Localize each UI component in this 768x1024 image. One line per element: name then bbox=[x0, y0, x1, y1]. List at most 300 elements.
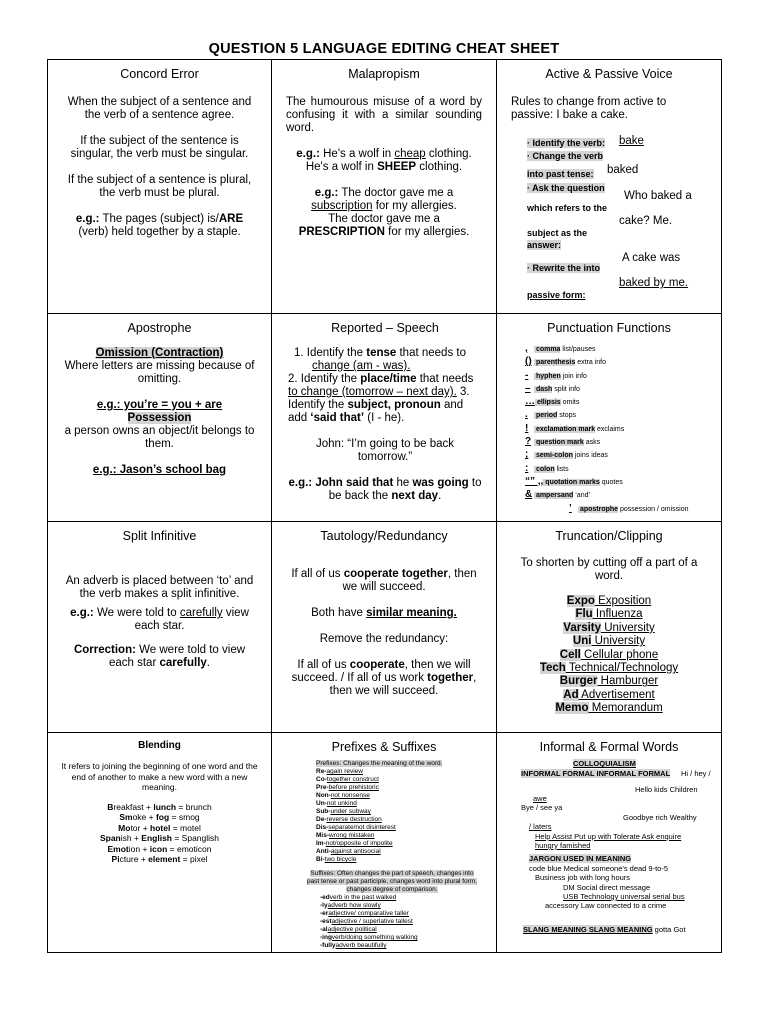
punctuation-desc: joins ideas bbox=[572, 452, 608, 460]
prefix-item-affix: Re- bbox=[316, 768, 327, 775]
punctuation-item bbox=[525, 476, 711, 489]
punctuation-desc: extra info bbox=[575, 359, 606, 367]
page-title: QUESTION 5 LANGUAGE EDITING CHEAT SHEET bbox=[208, 41, 560, 57]
informal-row-3a: awe bbox=[533, 794, 547, 803]
clipping-item bbox=[511, 595, 707, 608]
suffix-item-affix: -est bbox=[320, 918, 332, 925]
concord-singular-rule: If the subject of the sentence is singular, the verb must be singular. bbox=[70, 135, 249, 160]
example-text: The doctor gave me a bbox=[338, 187, 454, 199]
explanation-text: Both have bbox=[311, 607, 367, 619]
punctuation-list bbox=[507, 343, 711, 516]
split-heading: Split Infinitive bbox=[122, 529, 197, 543]
blending-list bbox=[58, 802, 261, 865]
blend-text: ion + bbox=[128, 843, 150, 854]
clipped-word: Tech bbox=[539, 662, 566, 675]
prefix-intro bbox=[316, 760, 486, 768]
clipped-word: Burger bbox=[559, 675, 598, 688]
example-text: We were told to bbox=[93, 607, 180, 619]
voice-step-3d: answer: bbox=[527, 240, 562, 250]
blend-result: = Spanglish bbox=[172, 833, 220, 843]
punctuation-desc: omits bbox=[560, 399, 580, 407]
example-text: If all of us bbox=[291, 568, 344, 580]
apostrophe-cell bbox=[48, 314, 271, 521]
punctuation-name: colon bbox=[534, 465, 555, 473]
punctuation-symbol: & bbox=[525, 489, 533, 501]
clipped-word: Cell bbox=[559, 648, 581, 661]
blend-part-a: Emot bbox=[107, 843, 129, 854]
blend-part-a: Pi bbox=[111, 854, 120, 864]
example-correct-word: PRESCRIPTION bbox=[298, 226, 385, 238]
punctuation-name: period bbox=[534, 412, 558, 420]
clipping-item bbox=[511, 675, 707, 688]
punctuation-desc: possession / omission bbox=[618, 505, 689, 513]
clipped-word: Uni bbox=[572, 635, 592, 648]
full-word: Cellular phone bbox=[580, 648, 659, 661]
full-word: Technical/Technology bbox=[565, 662, 679, 675]
punctuation-desc: lists bbox=[554, 465, 569, 473]
example-label: e.g.: bbox=[314, 187, 339, 199]
malapropism-heading: Malapropism bbox=[348, 67, 420, 81]
voice-answer-2: baked bbox=[607, 164, 639, 176]
prefix-item bbox=[316, 776, 486, 784]
truncation-definition: To shorten by cutting off a part of a word. bbox=[520, 557, 698, 582]
step-text: 1. Identify the bbox=[294, 347, 367, 359]
blend-text: tor + bbox=[130, 822, 151, 833]
malapropism-example-1 bbox=[286, 148, 482, 174]
punctuation-symbol: ; bbox=[525, 449, 529, 461]
blend-text: ish + bbox=[120, 833, 142, 843]
step-example: to change (tomorrow – next day). bbox=[288, 386, 457, 398]
tautology-explanation bbox=[286, 607, 482, 620]
prefix-item bbox=[316, 824, 486, 832]
punctuation-name: dash bbox=[534, 385, 553, 393]
voice-answer-3: Who baked a bbox=[624, 190, 692, 202]
split-definition: An adverb is placed between ‘to’ and the verb makes a split infinitive. bbox=[65, 575, 254, 600]
correction-text: , then we will succeed. bbox=[329, 672, 477, 697]
possession-definition: a person owns an object/it belongs to them. bbox=[64, 425, 255, 450]
blend-result: = pixel bbox=[180, 854, 208, 864]
prefix-item bbox=[316, 792, 486, 800]
informal-row-5: / laters bbox=[529, 822, 552, 831]
step-text: that needs to bbox=[396, 347, 466, 359]
full-word: Hamburger bbox=[597, 675, 659, 688]
blend-part-b: hotel bbox=[150, 822, 171, 833]
jargon-row-3: DM Social direct message bbox=[563, 883, 651, 892]
correction-label: Correction: bbox=[73, 644, 136, 656]
punctuation-item bbox=[525, 370, 711, 383]
blend-item bbox=[58, 812, 261, 823]
clipping-item bbox=[511, 689, 707, 702]
prefix-item bbox=[316, 768, 486, 776]
punctuation-name: ampersand bbox=[534, 492, 574, 500]
punctuation-name: exclamation mark bbox=[534, 425, 596, 433]
informal-header: INFORMAL FORMAL INFORMAL FORMAL bbox=[521, 769, 671, 778]
punctuation-desc: ‘and’ bbox=[573, 492, 591, 500]
prefix-item-affix: De- bbox=[316, 816, 327, 823]
prefix-list bbox=[316, 768, 486, 864]
voice-answer-3b: cake? Me. bbox=[619, 215, 673, 227]
tautology-cell bbox=[272, 522, 496, 732]
example-text: . bbox=[438, 490, 442, 502]
voice-steps bbox=[509, 132, 709, 302]
punctuation-symbol: : bbox=[525, 462, 529, 474]
clipping-item bbox=[511, 622, 707, 635]
informal-heading: Informal & Formal Words bbox=[539, 740, 679, 754]
possession-example: e.g.: Jason’s school bag bbox=[92, 464, 227, 476]
omission-example: e.g.: you’re = you + are bbox=[96, 399, 223, 411]
colloquialism-label: COLLOQUIALISM bbox=[573, 759, 636, 768]
prefix-item-meaning: against antisocial bbox=[330, 848, 381, 855]
example-label: e.g.: bbox=[296, 148, 320, 160]
punctuation-symbol: () bbox=[525, 356, 532, 368]
omission-label: Omission (Contraction) bbox=[95, 347, 224, 359]
suffix-item-affix: -ing bbox=[320, 934, 332, 941]
example-text: view each star. bbox=[134, 607, 249, 632]
voice-step-3b: which refers to the bbox=[527, 203, 608, 213]
clipping-item bbox=[511, 608, 707, 621]
example-text: clothing. bbox=[416, 161, 463, 173]
suffix-item-meaning: adverb how slowly bbox=[327, 902, 381, 909]
blend-part-b: English bbox=[141, 833, 172, 843]
suffix-item-affix: -ed bbox=[320, 894, 330, 901]
concord-error-cell bbox=[48, 60, 271, 313]
explanation-keyword: similar meaning. bbox=[366, 607, 457, 619]
punctuation-item bbox=[525, 436, 711, 449]
prefix-item-affix: Co- bbox=[316, 776, 327, 783]
clipping-item bbox=[511, 662, 707, 675]
suffix-intro-text: Suffixes: Often changes the part of speech, changes into past tense or past participle, changes word into plural form, changes degree of comparison. bbox=[306, 870, 478, 893]
step-keyword: ‘said that’ bbox=[310, 412, 365, 424]
voice-step-4b: passive form: bbox=[527, 290, 586, 300]
example-text-bold: e.g.: John said that bbox=[288, 477, 394, 489]
punctuation-symbol: … bbox=[525, 396, 535, 408]
example-text: (verb) held together by a staple. bbox=[78, 226, 241, 238]
step-example: change (am - was). bbox=[312, 360, 411, 372]
blend-result: = brunch bbox=[176, 801, 212, 812]
blend-result: = smog bbox=[169, 812, 200, 822]
blend-item bbox=[58, 844, 261, 855]
apostrophe-possession bbox=[62, 412, 257, 425]
prefix-item-meaning: again review bbox=[326, 768, 363, 775]
prefix-item bbox=[316, 848, 486, 856]
example-label: e.g.: bbox=[70, 607, 94, 619]
informal-row-4: Goodbye rich Wealthy bbox=[623, 813, 697, 822]
example-adverb: carefully bbox=[179, 607, 223, 619]
active-passive-voice-cell bbox=[497, 60, 721, 313]
voice-step-2b: into past tense: bbox=[527, 169, 594, 179]
punctuation-item bbox=[525, 503, 711, 516]
concord-example bbox=[62, 213, 257, 239]
informal-row-2: Hello kids Children bbox=[635, 785, 698, 794]
slang-label: SLANG MEANING SLANG MEANING bbox=[523, 925, 653, 934]
prefix-item-meaning: under subway bbox=[330, 808, 371, 815]
example-text: for my allergies. bbox=[384, 226, 470, 238]
punctuation-symbol: – bbox=[525, 382, 531, 394]
blend-result: = emoticon bbox=[167, 843, 212, 854]
prefix-item-meaning: not/opposite of impolite bbox=[325, 840, 393, 847]
prefix-item bbox=[316, 800, 486, 808]
clipping-item bbox=[511, 635, 707, 648]
punctuation-name: semi-colon bbox=[534, 452, 573, 460]
punctuation-desc: list/pauses bbox=[560, 346, 596, 353]
concord-plural-rule: If the subject of a sentence is plural, the verb must be plural. bbox=[67, 174, 252, 199]
prefix-item bbox=[316, 856, 486, 864]
prefix-item-affix: Non- bbox=[316, 792, 331, 799]
punctuation-name: question mark bbox=[534, 439, 584, 447]
apostrophe-heading: Apostrophe bbox=[127, 321, 192, 335]
informal-content bbox=[503, 754, 715, 944]
suffix-item-affix: -ly bbox=[320, 902, 328, 909]
concord-definition: When the subject of a sentence and the verb of a sentence agree. bbox=[67, 96, 252, 121]
suffix-list bbox=[306, 894, 478, 950]
malapropism-example-2 bbox=[286, 187, 482, 239]
suffix-item-meaning: verb/doing something walking bbox=[331, 934, 418, 941]
truncation-cell bbox=[497, 522, 721, 732]
step-text: (I - he). bbox=[364, 412, 405, 424]
tautology-remove: Remove the redundancy: bbox=[319, 633, 449, 645]
example-text-bold: next day bbox=[391, 490, 439, 502]
suffix-item bbox=[320, 942, 478, 950]
split-example bbox=[62, 607, 257, 633]
example-text: , then we will succeed. bbox=[342, 568, 477, 593]
punctuation-name: ellipsis bbox=[535, 399, 561, 407]
jargon-row-2: Business job with long hours bbox=[535, 873, 631, 882]
step-text: and add bbox=[288, 399, 464, 424]
example-text: The pages (subject) is/ bbox=[99, 213, 219, 225]
step-keyword: tense bbox=[366, 347, 397, 359]
suffix-intro bbox=[306, 870, 478, 894]
punctuation-item bbox=[525, 449, 711, 462]
full-word: Influenza bbox=[592, 608, 643, 621]
punctuation-symbol: , bbox=[525, 343, 528, 354]
blend-item bbox=[58, 854, 261, 865]
blend-part-b: fog bbox=[155, 812, 170, 822]
suffix-item-meaning: verb in the past walked bbox=[329, 894, 397, 901]
correction-text: If all of us bbox=[297, 659, 350, 671]
example-text: he bbox=[393, 477, 413, 489]
full-word: Advertisement bbox=[578, 688, 655, 701]
reported-step-1 bbox=[288, 347, 482, 373]
clipped-word: Flu bbox=[575, 608, 593, 621]
example-text: clothing. He's a wolf in bbox=[305, 148, 472, 173]
voice-step-3: · Ask the question bbox=[527, 183, 605, 193]
suffix-item bbox=[320, 902, 478, 910]
apostrophe-omission bbox=[62, 347, 257, 360]
voice-step-1: · Identify the verb: bbox=[527, 138, 606, 148]
voice-answer-1: bake bbox=[619, 135, 644, 147]
split-correction bbox=[62, 644, 257, 670]
prefix-item bbox=[316, 816, 486, 824]
voice-step-2: · Change the verb bbox=[527, 151, 604, 161]
punctuation-name: apostrophe bbox=[578, 505, 619, 513]
suffixes-block bbox=[282, 870, 486, 950]
blend-item bbox=[58, 823, 261, 834]
clipped-word: Ad bbox=[563, 688, 579, 701]
voice-step-4: · Rewrite the into bbox=[527, 263, 601, 273]
prefix-item-affix: Anti- bbox=[316, 848, 331, 855]
suffix-item-meaning: adjective/ comparative taller bbox=[328, 910, 409, 917]
example-text: He's a wolf in bbox=[319, 148, 395, 160]
jargon-row-5: accessory Law connected to a crime bbox=[545, 901, 667, 910]
step-keyword: place/time bbox=[360, 373, 417, 385]
suffix-item bbox=[320, 926, 478, 934]
prefix-item-meaning: not unkind bbox=[326, 800, 357, 807]
correction-keyword: cooperate bbox=[349, 659, 405, 671]
punctuation-symbol: ! bbox=[525, 422, 529, 434]
example-wrong-word: subscription bbox=[311, 200, 373, 212]
prefixes-suffixes-cell bbox=[272, 733, 496, 952]
prefix-item bbox=[316, 784, 486, 792]
informal-row-1: Hi / hey / bbox=[681, 769, 711, 778]
blend-part-a: B bbox=[107, 801, 114, 812]
reported-step-2 bbox=[288, 373, 482, 425]
prefix-item-affix: Im- bbox=[316, 840, 326, 847]
slang-example: gotta Got bbox=[652, 925, 686, 934]
prefix-item-meaning: separate/not disinterest bbox=[328, 824, 396, 831]
step-text: that needs bbox=[416, 373, 474, 385]
punctuation-desc: join info bbox=[560, 372, 587, 380]
punctuation-item bbox=[525, 489, 711, 502]
punctuation-symbol: ? bbox=[525, 436, 532, 448]
example-label: e.g.: bbox=[75, 213, 100, 225]
blend-part-b: lunch bbox=[153, 801, 177, 812]
punctuation-item bbox=[525, 343, 711, 356]
punctuation-desc: exclaims bbox=[595, 425, 625, 433]
correction-text: . bbox=[206, 657, 210, 669]
omission-definition: Where letters are missing because of omitting. bbox=[64, 360, 255, 385]
prefix-item-meaning: wrong mistaken bbox=[329, 832, 375, 839]
punctuation-item bbox=[525, 356, 711, 369]
jargon-row-4: USB Technology universal serial bus bbox=[563, 892, 685, 901]
blend-text: cture + bbox=[119, 854, 149, 864]
truncation-heading: Truncation/Clipping bbox=[555, 529, 663, 543]
prefix-intro-text: Prefixes: Changes the meaning of the word. bbox=[316, 760, 443, 767]
blend-text: oke + bbox=[132, 812, 156, 822]
reported-quote: John: “I’m going to be back tomorrow.” bbox=[315, 438, 455, 463]
step-keyword: subject, pronoun bbox=[347, 399, 441, 411]
prefix-item-meaning: together construct bbox=[326, 776, 379, 783]
suffix-item-meaning: adverb beautifully bbox=[335, 942, 387, 949]
reported-speech-cell bbox=[272, 314, 496, 521]
punctuation-symbol: “” ,, bbox=[525, 475, 544, 487]
clipping-item bbox=[511, 702, 707, 715]
truncation-list bbox=[511, 595, 707, 716]
blend-text: reakfast + bbox=[113, 801, 154, 812]
punctuation-desc: asks bbox=[583, 439, 601, 447]
prefixes-block bbox=[282, 760, 486, 864]
slang-row bbox=[523, 925, 686, 934]
voice-intro: Rules to change from active to passive: I bake a cake. bbox=[511, 96, 667, 121]
suffix-item-affix: -al bbox=[320, 926, 328, 933]
punctuation-item bbox=[525, 383, 711, 396]
tautology-correction bbox=[286, 659, 482, 698]
prefix-item-affix: Sub- bbox=[316, 808, 331, 815]
prefixes-heading: Prefixes & Suffixes bbox=[331, 740, 437, 754]
informal-row-6: Help Assist Put up with Tolerate Ask enquire bbox=[535, 832, 682, 841]
punctuation-desc: quotes bbox=[599, 478, 623, 486]
blend-item bbox=[58, 833, 261, 844]
full-word: Exposition bbox=[594, 595, 652, 607]
informal-row-7: hungry famished bbox=[535, 841, 591, 850]
blend-part-a: Sm bbox=[119, 812, 133, 822]
blend-part-b: element bbox=[148, 854, 181, 864]
blend-part-b: icon bbox=[149, 843, 168, 854]
punctuation-item bbox=[525, 423, 711, 436]
punctuation-name: quotation marks bbox=[543, 478, 600, 486]
punctuation-name: parenthesis bbox=[534, 359, 576, 367]
prefix-item-affix: Dis- bbox=[316, 824, 329, 831]
example-text: The doctor gave me a bbox=[328, 213, 440, 225]
prefix-item-affix: Un- bbox=[316, 800, 327, 807]
tautology-heading: Tautology/Redundancy bbox=[320, 529, 448, 543]
example-text: to be back the bbox=[328, 477, 482, 502]
suffix-item-meaning: adjective political bbox=[327, 926, 377, 933]
step-text: 2. Identify the bbox=[288, 373, 361, 385]
voice-answer-4b: baked by me. bbox=[619, 277, 689, 289]
punctuation-desc: stops bbox=[557, 412, 577, 420]
blending-definition: It refers to joining the beginning of one word and the end of another to make a new word with a new meaning. bbox=[61, 761, 258, 792]
prefix-item-affix: Pre- bbox=[316, 784, 329, 791]
punctuation-item bbox=[525, 409, 711, 422]
suffix-item bbox=[320, 918, 478, 926]
voice-step-3c: subject as the bbox=[527, 228, 588, 238]
prefix-item-meaning: reverse destruction bbox=[326, 816, 382, 823]
blend-part-a: Span bbox=[99, 833, 121, 843]
correction-adverb: carefully bbox=[159, 657, 207, 669]
reported-heading: Reported – Speech bbox=[331, 321, 439, 335]
punctuation-name: hyphen bbox=[534, 372, 561, 380]
punctuation-cell bbox=[497, 314, 721, 521]
punctuation-item bbox=[525, 396, 711, 409]
example-wrong-word: cheap bbox=[394, 148, 426, 160]
blend-part-a: Mo bbox=[118, 822, 131, 833]
prefix-item-meaning: not nonsense bbox=[330, 792, 370, 799]
suffix-item-meaning: adjective / superlative tallest bbox=[331, 918, 413, 925]
suffix-item bbox=[320, 894, 478, 902]
full-word: University bbox=[601, 621, 655, 634]
prefix-item-meaning: two bicycle bbox=[324, 856, 357, 863]
blending-cell bbox=[48, 733, 271, 952]
punctuation-symbol: - bbox=[525, 369, 529, 381]
punctuation-symbol: . bbox=[525, 409, 528, 421]
tautology-example bbox=[286, 568, 482, 594]
voice-heading: Active & Passive Voice bbox=[545, 67, 673, 81]
punctuation-heading: Punctuation Functions bbox=[547, 321, 671, 335]
clipped-word: Memo bbox=[555, 702, 589, 715]
prefix-item bbox=[316, 808, 486, 816]
informal-row-3b: Bye / see ya bbox=[521, 803, 563, 812]
example-redundant: cooperate together bbox=[343, 568, 448, 580]
concord-heading: Concord Error bbox=[120, 67, 199, 81]
blend-item bbox=[58, 802, 261, 813]
prefix-item-meaning: before prehistoric bbox=[328, 784, 379, 791]
punctuation-name: comma bbox=[534, 346, 561, 353]
clipped-word: Expo bbox=[566, 595, 595, 607]
full-word: Memorandum bbox=[588, 702, 663, 715]
prefix-item bbox=[316, 840, 486, 848]
reported-example bbox=[288, 477, 482, 503]
example-correction: ARE bbox=[218, 213, 244, 225]
malapropism-definition: The humourous misuse of a word by confusing it with a similar sounding word. bbox=[286, 96, 482, 134]
suffix-item-affix: -fully bbox=[320, 942, 336, 949]
example-correct-word: SHEEP bbox=[377, 161, 417, 173]
clipping-item bbox=[511, 649, 707, 662]
jargon-row-1: code blue Medical someone's dead 9-to-5 bbox=[529, 864, 669, 873]
suffix-item-affix: -er bbox=[320, 910, 329, 917]
cheat-sheet-table bbox=[47, 59, 722, 953]
punctuation-item bbox=[525, 463, 711, 476]
correction-text: We were told to view each star bbox=[108, 644, 246, 669]
